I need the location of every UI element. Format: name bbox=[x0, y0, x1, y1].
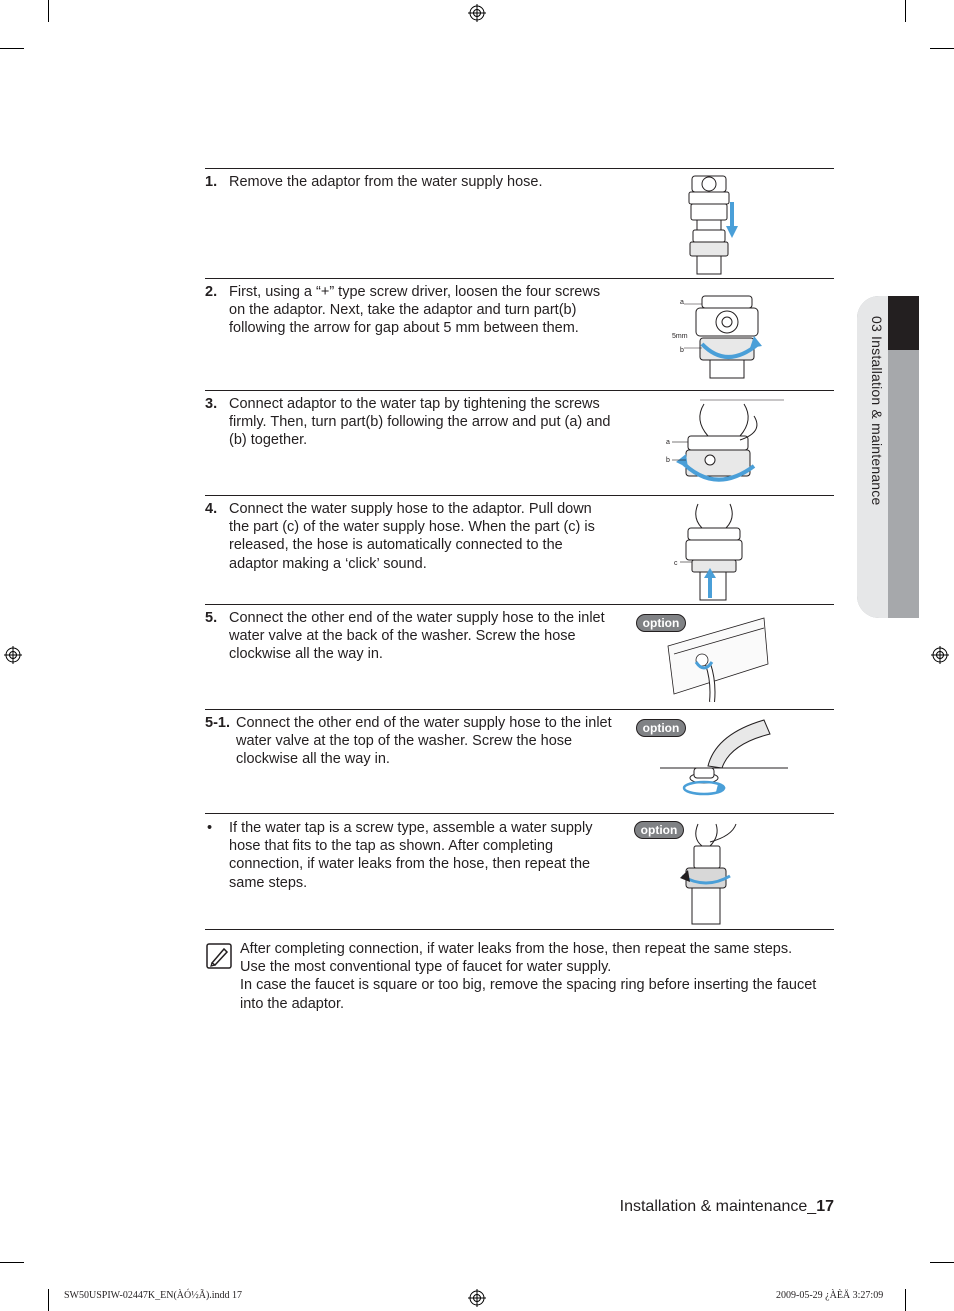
hose-connect-illustration bbox=[674, 498, 754, 602]
adaptor-loosen-illustration bbox=[672, 290, 772, 382]
step-text: Connect the other end of the water supply hose to the inlet water valve at the back of the washer. Screw the hose clockwise all the way in. bbox=[229, 610, 605, 663]
crop-mark bbox=[48, 0, 49, 22]
step-number: 5. bbox=[205, 610, 218, 626]
note-pencil-icon bbox=[206, 943, 232, 969]
label-c: c bbox=[674, 560, 678, 567]
divider bbox=[205, 495, 834, 496]
top-inlet-valve-illustration bbox=[660, 714, 788, 804]
registration-mark-icon bbox=[468, 4, 486, 22]
crop-mark bbox=[905, 1289, 906, 1311]
adaptor-to-tap-illustration bbox=[664, 396, 788, 492]
step-number: 1. bbox=[205, 174, 218, 190]
label-gap: 5mm bbox=[672, 333, 688, 340]
step-text: Remove the adaptor from the water supply hose. bbox=[229, 174, 543, 190]
step-text: First, using a “+” type screw driver, loosen the four screws on the adaptor. Next, take the adaptor and turn part(b) following the arrow for gap about 5 mm between them. bbox=[229, 284, 601, 337]
page-number: 17 bbox=[816, 1198, 834, 1215]
divider bbox=[205, 604, 834, 605]
note-line: Use the most conventional type of faucet for water supply. bbox=[240, 959, 612, 976]
slug-timestamp: 2009-05-29 ¿ÀÈÄ 3:27:09 bbox=[776, 1290, 884, 1301]
step-1 bbox=[205, 173, 620, 191]
page-footer bbox=[560, 1198, 834, 1216]
crop-mark bbox=[930, 48, 954, 49]
step-text: If the water tap is a screw type, assemble a water supply hose that fits to the tap as shown. After completing connection, if water leaks from the hose, then repeat the same steps. bbox=[229, 820, 593, 891]
step-bullet bbox=[205, 819, 605, 892]
crop-mark bbox=[905, 0, 906, 22]
step-text: Connect adaptor to the water tap by tightening the screws firmly. Then, turn part(b) following the arrow and put (a) and (b) together. bbox=[229, 396, 611, 449]
registration-mark-icon bbox=[931, 646, 949, 664]
step-5 bbox=[205, 609, 615, 664]
step-number: 3. bbox=[205, 396, 218, 412]
step-text: Connect the water supply hose to the adaptor. Pull down the part (c) of the water supply hose. When the part (c) is released, the hose is automatically connected to the adaptor making a ‘click’ sound. bbox=[229, 501, 595, 572]
registration-mark-icon bbox=[468, 1289, 486, 1307]
crop-mark bbox=[0, 48, 24, 49]
registration-mark-icon bbox=[4, 646, 22, 664]
option-label: option bbox=[642, 721, 680, 735]
section-tab-label: 03 Installation & maintenance bbox=[869, 316, 885, 506]
crop-mark bbox=[0, 1262, 24, 1263]
rear-inlet-valve-illustration bbox=[664, 612, 772, 702]
divider bbox=[205, 709, 834, 710]
note-line: In case the faucet is square or too big, remove the spacing ring before inserting the faucet into the adaptor. bbox=[240, 977, 817, 1012]
label-b: b bbox=[680, 347, 684, 354]
divider bbox=[205, 168, 834, 169]
step-3 bbox=[205, 395, 617, 450]
label-a: a bbox=[680, 299, 684, 306]
divider bbox=[205, 929, 834, 930]
adaptor-removal-illustration bbox=[680, 172, 750, 276]
divider bbox=[205, 278, 834, 279]
label-b: b bbox=[666, 457, 670, 464]
option-label: option bbox=[642, 616, 680, 630]
note-line: After completing connection, if water leaks from the hose, then repeat the same steps. bbox=[240, 941, 793, 957]
footer-section: Installation & maintenance_ bbox=[619, 1198, 817, 1215]
note-box bbox=[206, 940, 836, 1013]
screw-type-tap-illustration bbox=[676, 818, 746, 926]
step-text: Connect the other end of the water supply hose to the inlet water valve at the top of the washer. Screw the hose clockwise all the way in. bbox=[236, 715, 612, 768]
crop-mark bbox=[930, 1262, 954, 1263]
section-side-tab bbox=[857, 296, 919, 618]
crop-mark bbox=[48, 1289, 49, 1311]
step-number: 2. bbox=[205, 284, 218, 300]
bullet: • bbox=[207, 820, 213, 836]
step-5-1 bbox=[205, 714, 615, 769]
step-number: 5-1. bbox=[205, 715, 230, 731]
step-number: 4. bbox=[205, 501, 218, 517]
step-2 bbox=[205, 283, 610, 338]
option-label: option bbox=[640, 823, 678, 837]
divider bbox=[205, 390, 834, 391]
divider bbox=[205, 813, 834, 814]
step-4 bbox=[205, 500, 605, 573]
slug-filename: SW50USPIW-02447K_EN(ÀÓ½Ã).indd 17 bbox=[64, 1290, 243, 1301]
label-a: a bbox=[666, 439, 670, 446]
